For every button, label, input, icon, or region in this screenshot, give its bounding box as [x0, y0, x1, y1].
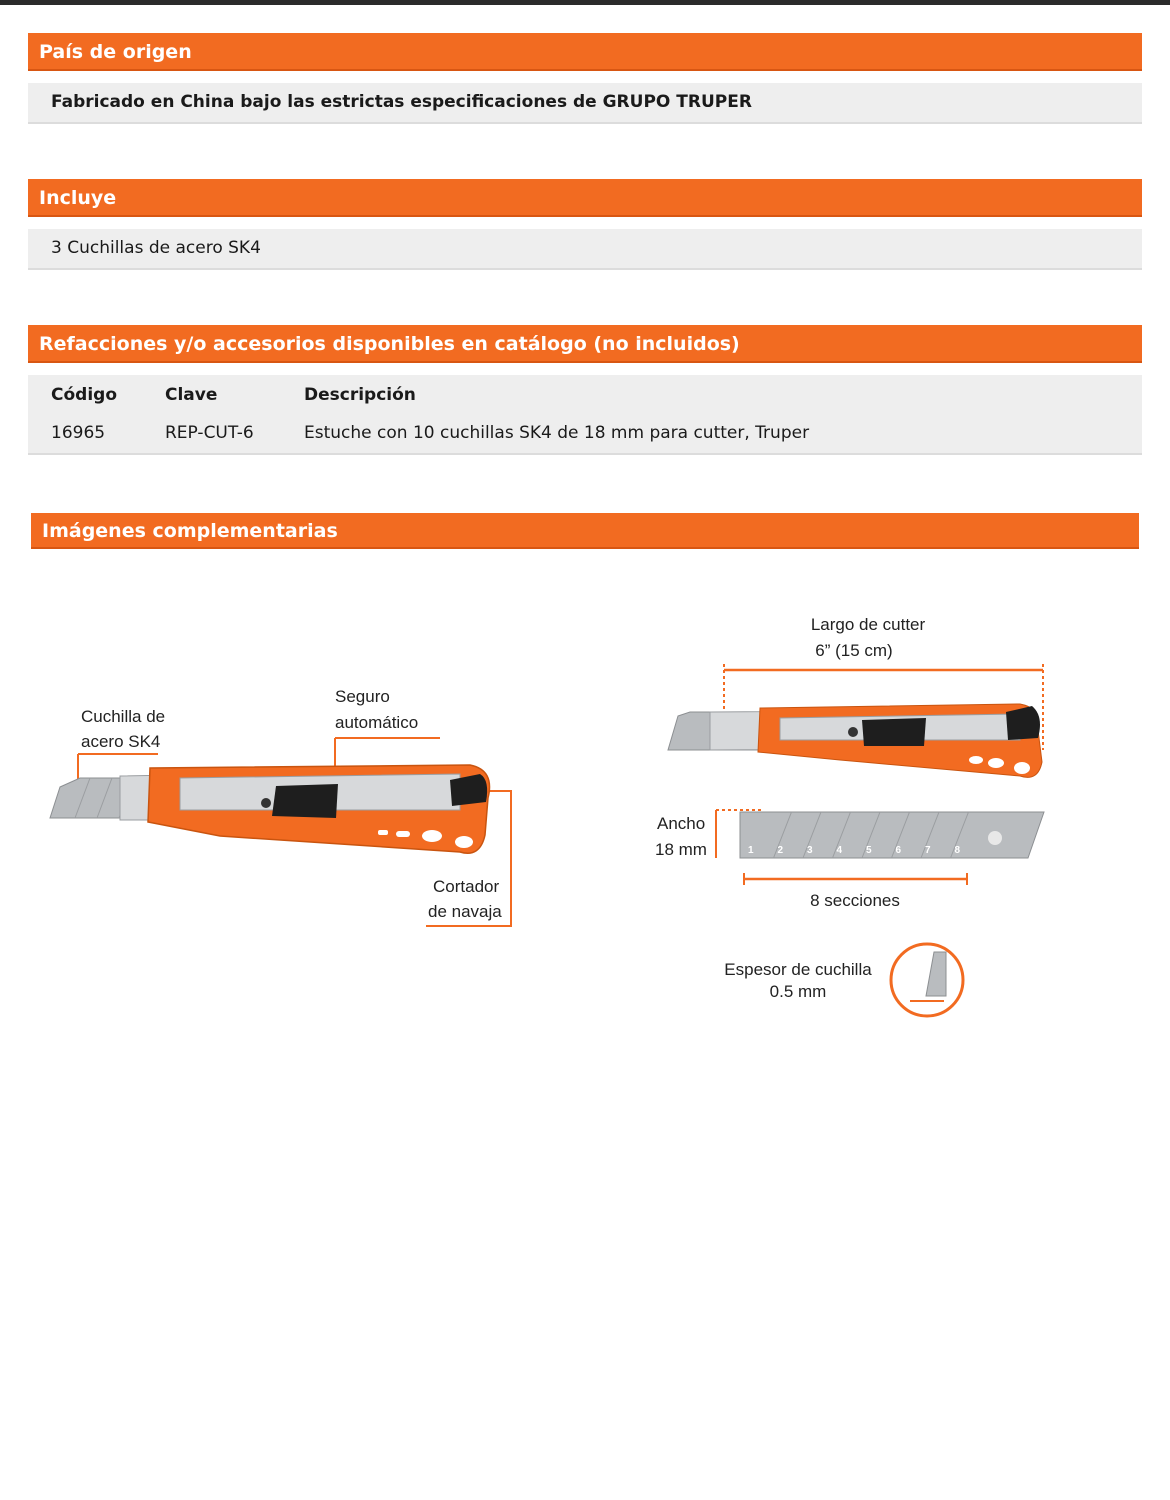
right-handle-cap	[1006, 706, 1040, 740]
table-row	[51, 414, 809, 452]
screw	[261, 798, 271, 808]
grip-hole	[455, 836, 473, 848]
thickness-label: Espesor de cuchilla	[724, 960, 872, 979]
blade-section-number: 4	[836, 845, 843, 856]
right-grip-hole	[988, 758, 1004, 768]
spares-table-header	[51, 376, 809, 414]
spares-body	[28, 375, 1142, 455]
blade-detail-hole	[988, 831, 1002, 845]
width-value: 18 mm	[655, 840, 707, 859]
lock-label-line2: automático	[335, 713, 419, 732]
right-grip-hole	[969, 756, 983, 764]
thickness-value: 0.5 mm	[769, 982, 827, 1001]
spares-table	[51, 376, 809, 452]
cutter-label-line2: de navaja	[428, 902, 502, 921]
cutter-label-line1: Cortador	[433, 877, 500, 896]
cutter-illustration-left	[40, 670, 540, 940]
lock-label-line1: Seguro	[335, 687, 390, 706]
blade-section-number: 1	[748, 845, 754, 856]
blade-section-number: 2	[777, 845, 784, 856]
origin-text: Fabricado en China bajo las estrictas especificaciones de GRUPO TRUPER	[51, 92, 752, 112]
thickness-circle	[891, 944, 963, 1016]
blade-section-number: 7	[925, 845, 931, 856]
cell-description: Estuche con 10 cuchillas SK4 de 18 mm para cutter, Truper	[304, 423, 810, 443]
sections-label: 8 secciones	[810, 891, 900, 910]
images-header: Imágenes complementarias	[31, 513, 1139, 549]
right-screw	[848, 727, 858, 737]
blade-section-number: 8	[954, 845, 961, 856]
right-grip-hole	[1014, 762, 1030, 774]
blade-label-line1: Cuchilla de	[81, 707, 166, 726]
cell-key: REP-CUT-6	[165, 423, 254, 443]
blade-section-number: 6	[895, 845, 902, 856]
grip-hole	[396, 831, 410, 837]
origin-header: País de origen	[28, 33, 1142, 71]
col-header-key: Clave	[165, 385, 218, 405]
origin-body	[28, 83, 1142, 124]
cell-code: 16965	[51, 423, 106, 443]
blade-section-number: 3	[807, 845, 813, 856]
col-header-description: Descripción	[304, 385, 416, 405]
cutter-illustration-right	[640, 600, 1080, 1030]
grip-hole	[422, 830, 442, 842]
includes-body	[28, 229, 1142, 270]
top-bar	[0, 0, 1170, 5]
width-label: Ancho	[657, 814, 706, 833]
length-value: 6” (15 cm)	[815, 641, 893, 660]
spares-header: Refacciones y/o accesorios disponibles en catálogo (no incluidos)	[28, 325, 1142, 363]
grip-hole	[378, 830, 388, 835]
includes-text: 3 Cuchillas de acero SK4	[51, 238, 261, 258]
right-lock-slider	[862, 718, 926, 746]
blade-section-number: 5	[866, 845, 872, 856]
blade-label-line2: acero SK4	[81, 732, 161, 751]
col-header-code: Código	[51, 385, 117, 405]
length-label: Largo de cutter	[810, 615, 926, 634]
lock-slider	[272, 784, 338, 818]
includes-header: Incluye	[28, 179, 1142, 217]
